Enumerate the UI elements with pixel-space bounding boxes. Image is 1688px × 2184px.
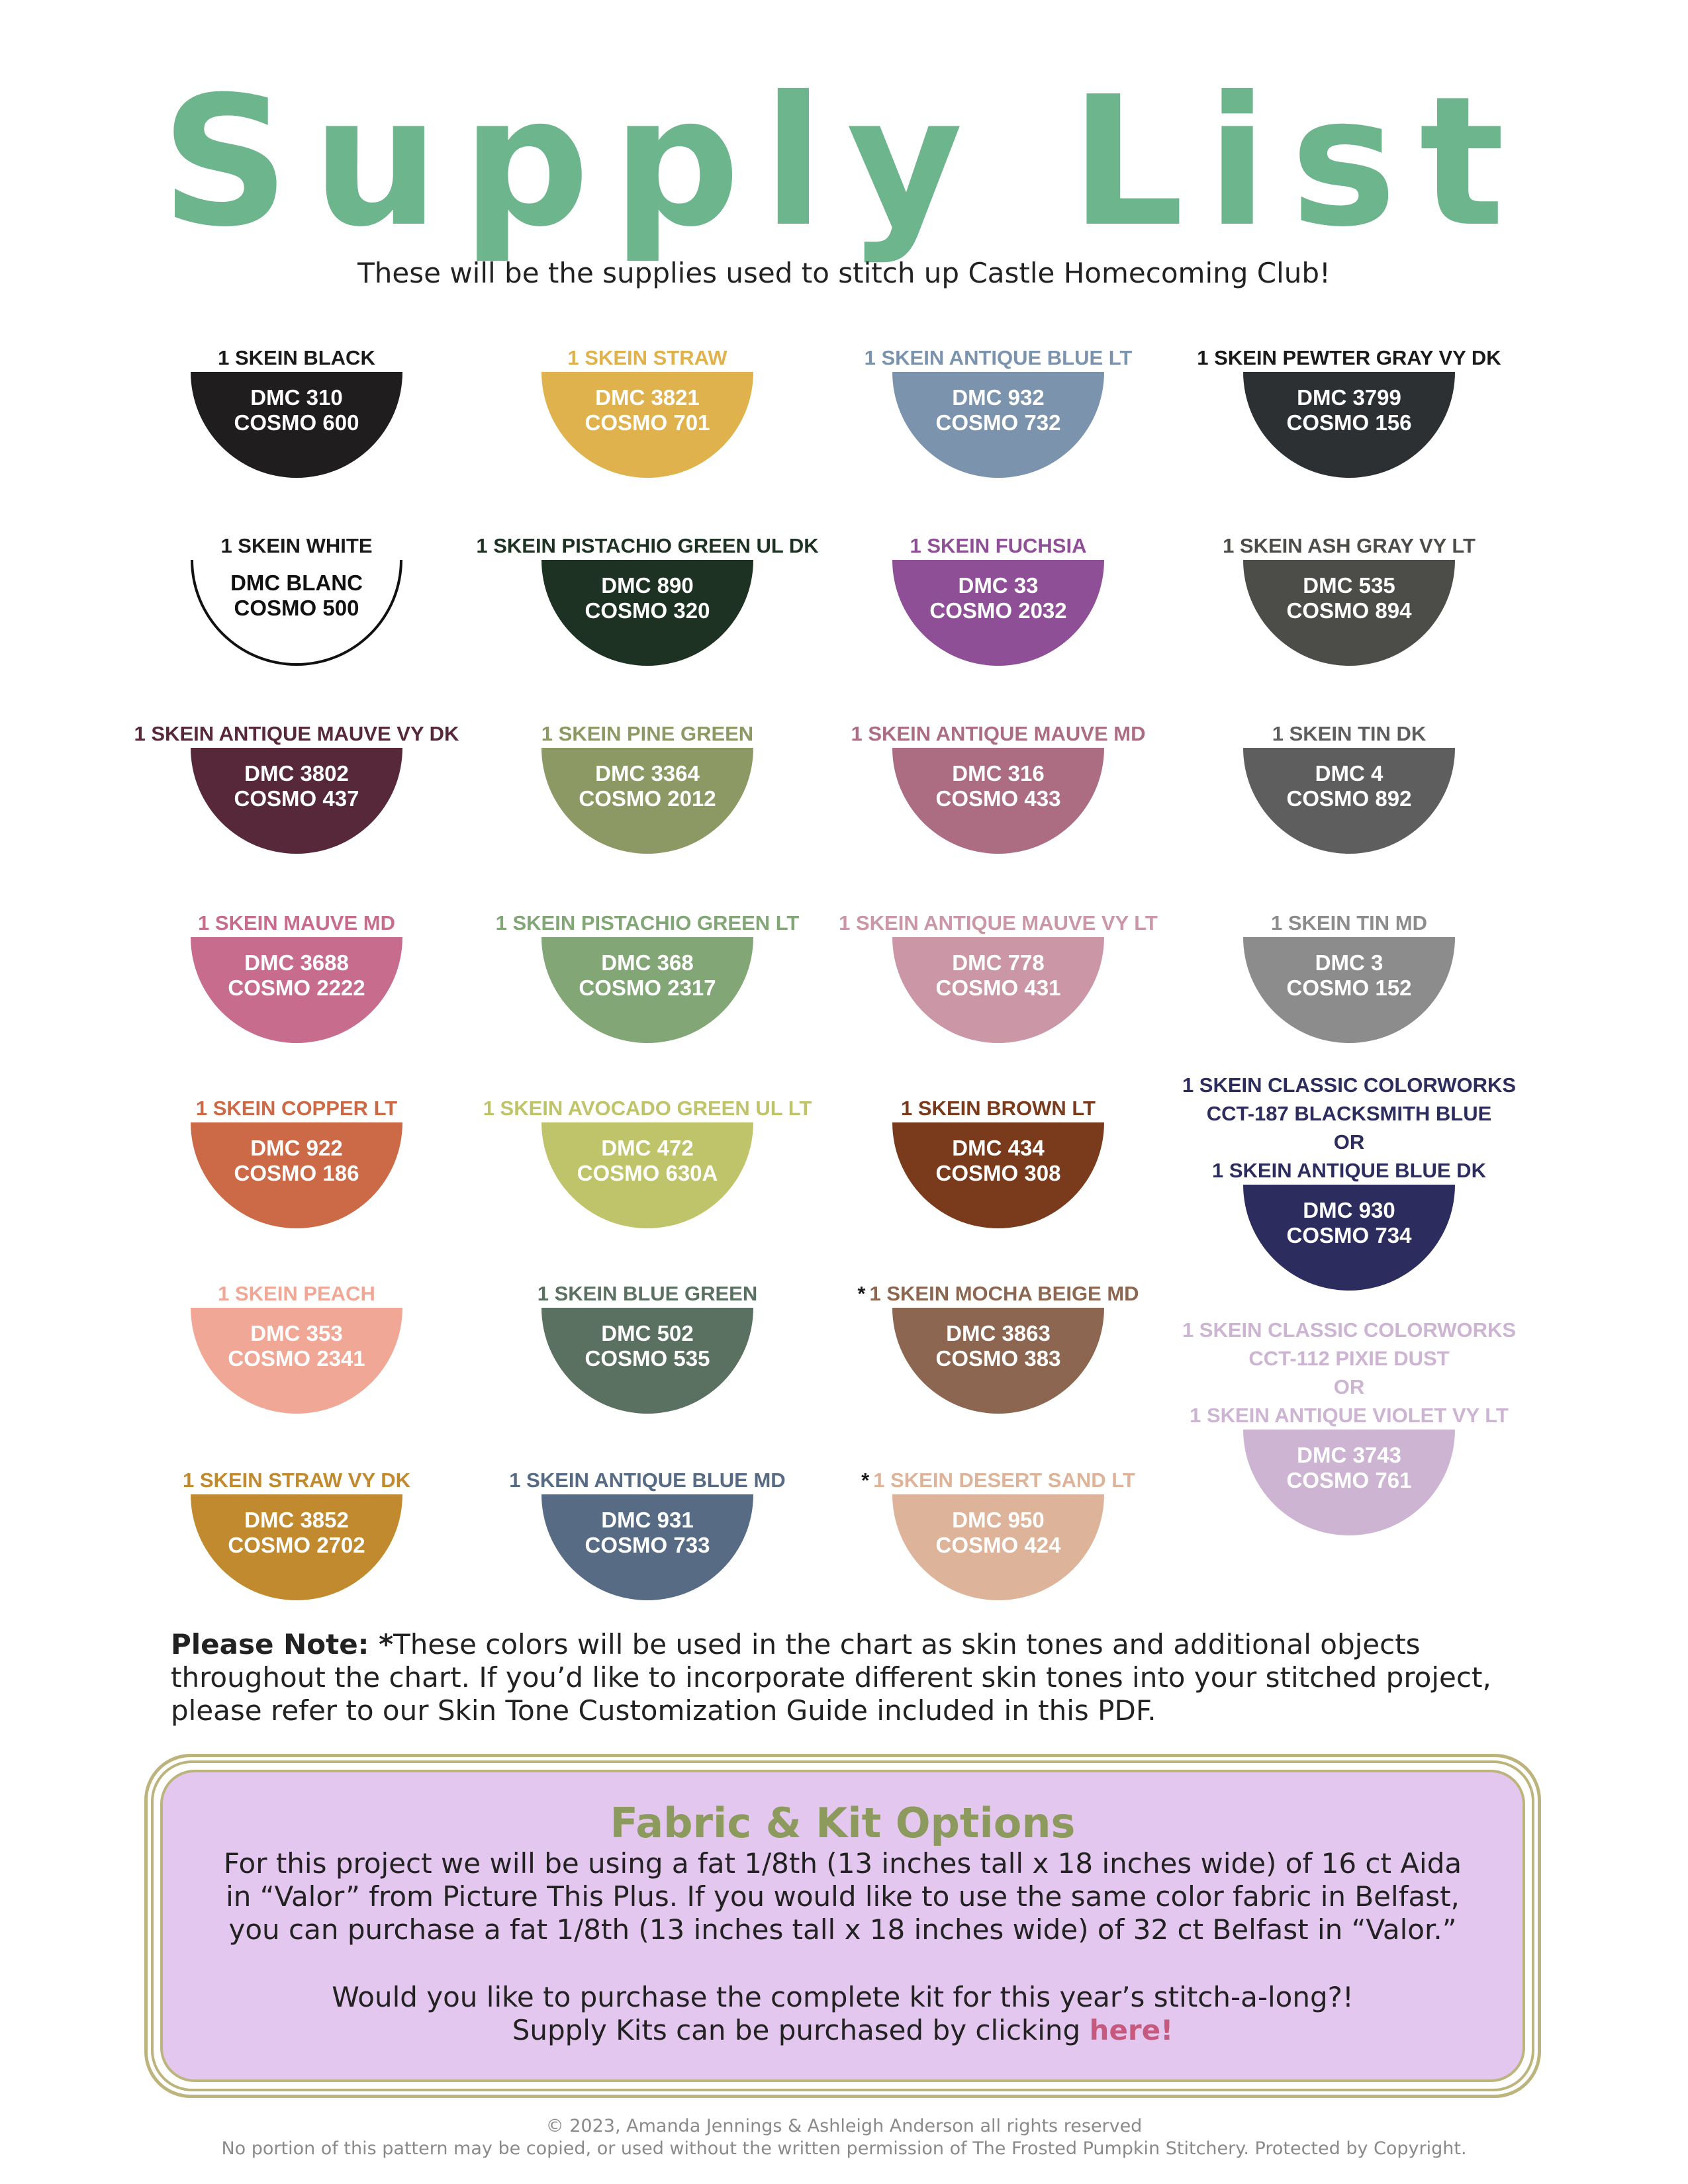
- thread-name: 1 SKEIN FUCHSIA: [910, 534, 1087, 557]
- thread-swatch: [124, 720, 469, 854]
- thread-name: 1 SKEIN ANTIQUE MAUVE VY LT: [839, 911, 1158, 934]
- thread-swatch: [124, 344, 469, 478]
- thread-swatch-label: [124, 909, 469, 937]
- note-lead: Please Note:: [171, 1628, 379, 1661]
- thread-name: 1 SKEIN AVOCADO GREEN UL LT: [483, 1097, 812, 1120]
- cosmo-code: COSMO 734: [1286, 1223, 1412, 1248]
- dmc-code: DMC 3688: [244, 950, 349, 975]
- thread-name: 1 SKEIN BROWN LT: [901, 1097, 1096, 1120]
- cosmo-code: COSMO 433: [935, 786, 1061, 811]
- color-swatch-bowl: [892, 1122, 1104, 1228]
- thread-swatch: [475, 344, 820, 478]
- thread-name: 1 SKEIN ANTIQUE MAUVE VY DK: [134, 722, 459, 745]
- thread-swatch-label: CCT-187 BLACKSMITH BLUE: [1206, 1102, 1492, 1125]
- page-title: Supply List: [160, 58, 1528, 266]
- thread-swatch-label: [124, 1095, 469, 1122]
- cosmo-code: COSMO 308: [935, 1161, 1061, 1185]
- dmc-code: DMC 502: [601, 1321, 694, 1345]
- thread-swatch-label: [475, 720, 820, 748]
- thread-swatch-label: 1 SKEIN ANTIQUE VIOLET VY LT: [1190, 1404, 1509, 1427]
- thread-swatch: [826, 720, 1170, 854]
- dmc-code: DMC 890: [601, 573, 694, 598]
- thread-swatch: [124, 532, 469, 666]
- dmc-code: DMC BLANC: [230, 570, 363, 595]
- dmc-code: DMC 3364: [595, 761, 700, 786]
- dmc-code: DMC 950: [952, 1508, 1045, 1532]
- thread-swatch: [124, 1095, 469, 1228]
- thread-name: 1 SKEIN BLACK: [218, 346, 375, 369]
- thread-swatch-label: [826, 720, 1170, 748]
- thread-name: 1 SKEIN PISTACHIO GREEN LT: [495, 911, 800, 934]
- thread-name: 1 SKEIN PISTACHIO GREEN UL DK: [476, 534, 819, 557]
- dmc-code: DMC 930: [1303, 1198, 1395, 1222]
- color-swatch-bowl: [892, 937, 1104, 1043]
- cosmo-code: COSMO 535: [585, 1346, 710, 1371]
- thread-swatch: [826, 1280, 1170, 1414]
- thread-swatch-label: [124, 1467, 469, 1494]
- dmc-code: DMC 33: [958, 573, 1039, 598]
- thread-swatch: [826, 1095, 1170, 1228]
- please-note: [171, 1628, 1521, 1727]
- thread-name: 1 SKEIN ANTIQUE BLUE MD: [509, 1469, 786, 1492]
- thread-swatch-label: OR: [1333, 1130, 1365, 1154]
- thread-swatch-label: [475, 1280, 820, 1308]
- thread-swatch-label: [475, 909, 820, 937]
- thread-swatch-label: 1 SKEIN CLASSIC COLORWORKS: [1182, 1318, 1517, 1342]
- thread-name: 1 SKEIN ASH GRAY VY LT: [1223, 534, 1476, 557]
- dmc-code: DMC 535: [1303, 573, 1395, 598]
- dmc-code: DMC 3743: [1297, 1443, 1401, 1467]
- color-swatch-bowl: [892, 372, 1104, 478]
- cosmo-code: COSMO 701: [585, 410, 710, 435]
- thread-swatch-label: [124, 532, 469, 560]
- thread-swatch: [1177, 720, 1521, 854]
- thread-swatch: [1177, 909, 1521, 1043]
- thread-name: 1 SKEIN WHITE: [220, 534, 373, 557]
- thread-name: 1 SKEIN TIN DK: [1272, 722, 1427, 745]
- cosmo-code: COSMO 2012: [579, 786, 716, 811]
- cosmo-code: COSMO 437: [234, 786, 359, 811]
- color-swatch-bowl: [1243, 937, 1455, 1043]
- thread-swatch-label: [1177, 909, 1521, 937]
- thread-swatch-label: [826, 1095, 1170, 1122]
- thread-name: 1 SKEIN DESERT SAND LT: [873, 1469, 1135, 1492]
- thread-swatch: [1177, 344, 1521, 478]
- thread-swatch-label: [826, 1467, 1170, 1494]
- thread-swatch: [124, 1280, 469, 1414]
- cosmo-code: COSMO 431: [935, 976, 1061, 1000]
- cosmo-code: COSMO 424: [935, 1533, 1061, 1557]
- color-swatch-bowl: [191, 1308, 402, 1414]
- dmc-code: DMC 368: [601, 950, 694, 975]
- thread-name: 1 SKEIN ANTIQUE MAUVE MD: [851, 722, 1146, 745]
- thread-swatch-label: [475, 532, 820, 560]
- thread-swatch-alternative: [1177, 1316, 1521, 1535]
- thread-swatch-label: 1 SKEIN ANTIQUE BLUE DK: [1212, 1159, 1486, 1182]
- dmc-code: DMC 932: [952, 385, 1045, 410]
- thread-name: 1 SKEIN ANTIQUE BLUE LT: [864, 346, 1133, 369]
- dmc-code: DMC 3863: [946, 1321, 1051, 1345]
- thread-swatch: [826, 532, 1170, 666]
- dmc-code: DMC 922: [250, 1136, 343, 1160]
- color-swatch-bowl: [541, 1122, 753, 1228]
- cosmo-code: COSMO 630A: [577, 1161, 718, 1185]
- thread-swatch-label: CCT-112 PIXIE DUST: [1248, 1347, 1450, 1370]
- color-swatch-bowl: [541, 937, 753, 1043]
- thread-name: 1 SKEIN MOCHA BEIGE MD: [869, 1282, 1139, 1305]
- thread-swatch-label: [826, 532, 1170, 560]
- color-swatch-bowl: [191, 1494, 402, 1600]
- purchase-kit-link[interactable]: here!: [1089, 2014, 1174, 2046]
- thread-swatch-label: [475, 1095, 820, 1122]
- color-swatch-bowl: [892, 1494, 1104, 1600]
- cosmo-code: COSMO 733: [585, 1533, 710, 1557]
- cosmo-code: COSMO 320: [585, 598, 710, 623]
- color-swatch-bowl: [191, 1122, 402, 1228]
- thread-swatch-label: [826, 344, 1170, 372]
- cosmo-code: COSMO 732: [935, 410, 1061, 435]
- cosmo-code: COSMO 152: [1286, 976, 1412, 1000]
- cosmo-code: COSMO 761: [1286, 1468, 1412, 1492]
- thread-name: 1 SKEIN BLUE GREEN: [537, 1282, 758, 1305]
- color-swatch-bowl: [541, 1308, 753, 1414]
- color-swatch-bowl: [892, 1308, 1104, 1414]
- color-swatch-bowl: [1243, 560, 1455, 666]
- thread-swatch: [475, 532, 820, 666]
- kit-text-line: For this project we will be using a fat 1/8th (13 inches tall x 18 inches wide) of 16 ct Aida: [223, 1847, 1462, 1880]
- color-swatch-bowl: [1243, 1430, 1455, 1535]
- thread-swatch-label: [124, 344, 469, 372]
- note-text: These colors will be used in the chart as skin tones and additional objects throughout the chart. If you’d like to incorporate different skin tones into your stitched project, please refer to our Skin Tone Customization Guide included in this PDF.: [171, 1628, 1491, 1727]
- thread-swatch-label: [826, 909, 1170, 937]
- color-swatch-bowl: [191, 748, 402, 854]
- copyright-line: © 2023, Amanda Jennings & Ashleigh Anderson all rights reserved: [545, 2116, 1143, 2136]
- color-swatch-bowl: [1243, 748, 1455, 854]
- thread-swatch-label: [1177, 532, 1521, 560]
- note-star: *: [379, 1628, 394, 1661]
- color-swatch-bowl: [892, 748, 1104, 854]
- color-swatch-bowl: [541, 1494, 753, 1600]
- kit-title: Fabric & Kit Options: [610, 1799, 1076, 1847]
- thread-name: 1 SKEIN PEACH: [218, 1282, 375, 1305]
- thread-swatch-alternative: [1177, 1071, 1521, 1291]
- page-subtitle: These will be the supplies used to stitch up Castle Homecoming Club!: [357, 257, 1331, 289]
- thread-swatch: [124, 1467, 469, 1600]
- dmc-code: DMC 3799: [1297, 385, 1401, 410]
- color-swatch-bowl: [191, 372, 402, 478]
- thread-swatch-label: [1177, 720, 1521, 748]
- thread-swatch-label: [475, 1467, 820, 1494]
- thread-swatch: [1177, 532, 1521, 666]
- dmc-code: DMC 3: [1315, 950, 1383, 975]
- thread-swatch: [826, 1467, 1170, 1600]
- thread-swatch-label: [475, 344, 820, 372]
- color-swatch-bowl: [541, 560, 753, 666]
- thread-swatch: [475, 1467, 820, 1600]
- cosmo-code: COSMO 383: [935, 1346, 1061, 1371]
- color-swatch-bowl: [541, 372, 753, 478]
- cosmo-code: COSMO 892: [1286, 786, 1412, 811]
- cosmo-code: COSMO 894: [1286, 598, 1412, 623]
- thread-swatch-label: OR: [1333, 1375, 1365, 1398]
- kit-options-box: [160, 1770, 1525, 2082]
- thread-swatch-label: [124, 1280, 469, 1308]
- thread-swatch: [475, 909, 820, 1043]
- dmc-code: DMC 310: [250, 385, 343, 410]
- dmc-code: DMC 353: [250, 1321, 343, 1345]
- color-swatch-bowl: [191, 937, 402, 1043]
- dmc-code: DMC 3802: [244, 761, 349, 786]
- thread-name: 1 SKEIN COPPER LT: [195, 1097, 398, 1120]
- kit-text-line: you can purchase a fat 1/8th (13 inches tall x 18 inches wide) of 32 ct Belfast in “Valor.”: [228, 1913, 1457, 1946]
- color-swatch-bowl: [892, 560, 1104, 666]
- kit-purchase-line: [163, 2014, 1523, 2047]
- cosmo-code: COSMO 2032: [929, 598, 1067, 623]
- thread-name: 1 SKEIN STRAW: [567, 346, 727, 369]
- dmc-code: DMC 472: [601, 1136, 694, 1160]
- thread-name: 1 SKEIN MAUVE MD: [198, 911, 395, 934]
- cosmo-code: COSMO 600: [234, 410, 359, 435]
- thread-swatch-label: [124, 720, 469, 748]
- cosmo-code: COSMO 2222: [228, 976, 365, 1000]
- kit-question: Would you like to purchase the complete kit for this year’s stitch-a-long?!: [332, 1981, 1354, 2013]
- cosmo-code: COSMO 2317: [579, 976, 716, 1000]
- cosmo-code: COSMO 2702: [228, 1533, 365, 1557]
- thread-swatch-label: 1 SKEIN CLASSIC COLORWORKS: [1182, 1073, 1517, 1097]
- thread-swatch: [124, 909, 469, 1043]
- thread-swatch: [826, 909, 1170, 1043]
- color-swatch-bowl: [1243, 1185, 1455, 1291]
- dmc-code: DMC 316: [952, 761, 1045, 786]
- cosmo-code: COSMO 2341: [228, 1346, 365, 1371]
- cosmo-code: COSMO 156: [1286, 410, 1412, 435]
- dmc-code: DMC 3821: [595, 385, 700, 410]
- cosmo-code: COSMO 500: [234, 596, 359, 620]
- thread-swatch-label: [1177, 344, 1521, 372]
- footer: [0, 2115, 1688, 2160]
- skin-tone-asterisk: *: [857, 1282, 866, 1305]
- color-swatch-bowl: [1243, 372, 1455, 478]
- dmc-code: DMC 3852: [244, 1508, 349, 1532]
- dmc-code: DMC 931: [601, 1508, 694, 1532]
- thread-name: 1 SKEIN PINE GREEN: [541, 722, 754, 745]
- thread-name: 1 SKEIN PEWTER GRAY VY DK: [1197, 346, 1501, 369]
- skin-tone-asterisk: *: [861, 1469, 870, 1492]
- dmc-code: DMC 778: [952, 950, 1045, 975]
- thread-name: 1 SKEIN STRAW VY DK: [183, 1469, 410, 1492]
- kit-text-line: in “Valor” from Picture This Plus. If you would like to use the same color fabric in Belfast,: [226, 1880, 1460, 1913]
- cosmo-code: COSMO 186: [234, 1161, 359, 1185]
- color-swatch-bowl: [191, 560, 402, 666]
- thread-swatch: [475, 1280, 820, 1414]
- kit-purchase-text: Supply Kits can be purchased by clicking: [512, 2014, 1090, 2046]
- copyright-notice: No portion of this pattern may be copied, or used without the written permission of The Frosted Pumpkin Stitchery. Protected by Copyright.: [221, 2138, 1467, 2159]
- thread-swatch-label: [826, 1280, 1170, 1308]
- dmc-code: DMC 434: [952, 1136, 1045, 1160]
- thread-swatch: [826, 344, 1170, 478]
- thread-name: 1 SKEIN TIN MD: [1271, 911, 1427, 934]
- dmc-code: DMC 4: [1315, 761, 1383, 786]
- thread-swatch: [475, 720, 820, 854]
- color-swatch-bowl: [541, 748, 753, 854]
- thread-swatch: [475, 1095, 820, 1228]
